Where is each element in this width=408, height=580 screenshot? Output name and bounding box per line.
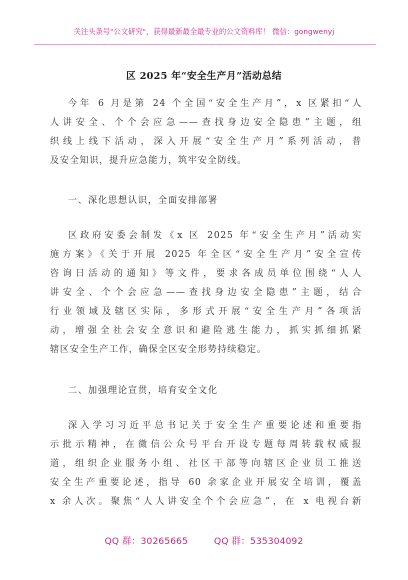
header-banner: 关注头条号"公文研究"，获得最新最全最专业的公文资料库！ 微信：gongwenyj xyxy=(73,27,335,36)
paragraph-line: 讲安全、个个会应急——查找身边安全隐患”主题，结合 xyxy=(50,288,362,298)
paragraph-line: 示批示精神，在微信公众号平台开设专题每周转载权威报 xyxy=(50,440,362,450)
footer-contact xyxy=(0,534,408,547)
document-title: 区 2025 年“安全生产月”活动总结 xyxy=(126,71,282,82)
paragraph-line: 深入学习习近平总书记关于安全生产重要论述和重要指 xyxy=(68,421,362,431)
paragraph-line: 织线上线下活动，深入开展“安全生产月”系列活动，普 xyxy=(50,137,362,147)
header-divider xyxy=(34,44,376,45)
qq-group-2: QQ 群：535304092 xyxy=(214,537,304,547)
section-heading: 二、加强理论宣贯，培育安全文化 xyxy=(68,386,219,396)
paragraph-line: 道，组织企业服务小组、社区干部等向辖区企业员工推送 xyxy=(50,459,362,469)
qq-group-1: QQ 群：30265665 xyxy=(104,537,189,547)
paragraph-line: 今年 6 月是第 24 个全国“安全生产月”，x 区紧扣“人 xyxy=(68,99,362,109)
paragraph-line: 人讲安全、个个会应急——查找身边安全隐患”主题，组 xyxy=(50,118,362,128)
paragraph-line: 施方案》《关于开展 2025 年全区“安全生产月”安全宣传 xyxy=(50,250,362,260)
section-heading: 一、深化思想认识，全面安排部署 xyxy=(68,196,219,206)
paragraph-line: 辖区安全生产工作，确保全区安全形势持续稳定。 xyxy=(50,345,267,355)
paragraph-line: 及安全知识，提升应急能力，筑牢安全防线。 xyxy=(50,156,248,166)
paragraph-line: 安全生产重要论述，指导 60 余家企业开展安全培训，覆盖 xyxy=(50,478,362,488)
paragraph-line: 区政府安委会制发《x 区 2025 年“安全生产月”活动实 xyxy=(68,231,362,241)
paragraph-line: x 余人次。聚焦“人人讲安全个个会应急”，在 x 电视台新 xyxy=(50,497,362,507)
paragraph-line: 咨询日活动的通知》等文件，要求各成员单位围绕“人人 xyxy=(50,269,362,279)
paragraph-line: 动，增强全社会安全意识和避险逃生能力，抓实抓细抓紧 xyxy=(50,326,362,336)
paragraph-line: 行业领域及辖区实际，多形式开展“安全生产月”各项活 xyxy=(50,307,362,317)
